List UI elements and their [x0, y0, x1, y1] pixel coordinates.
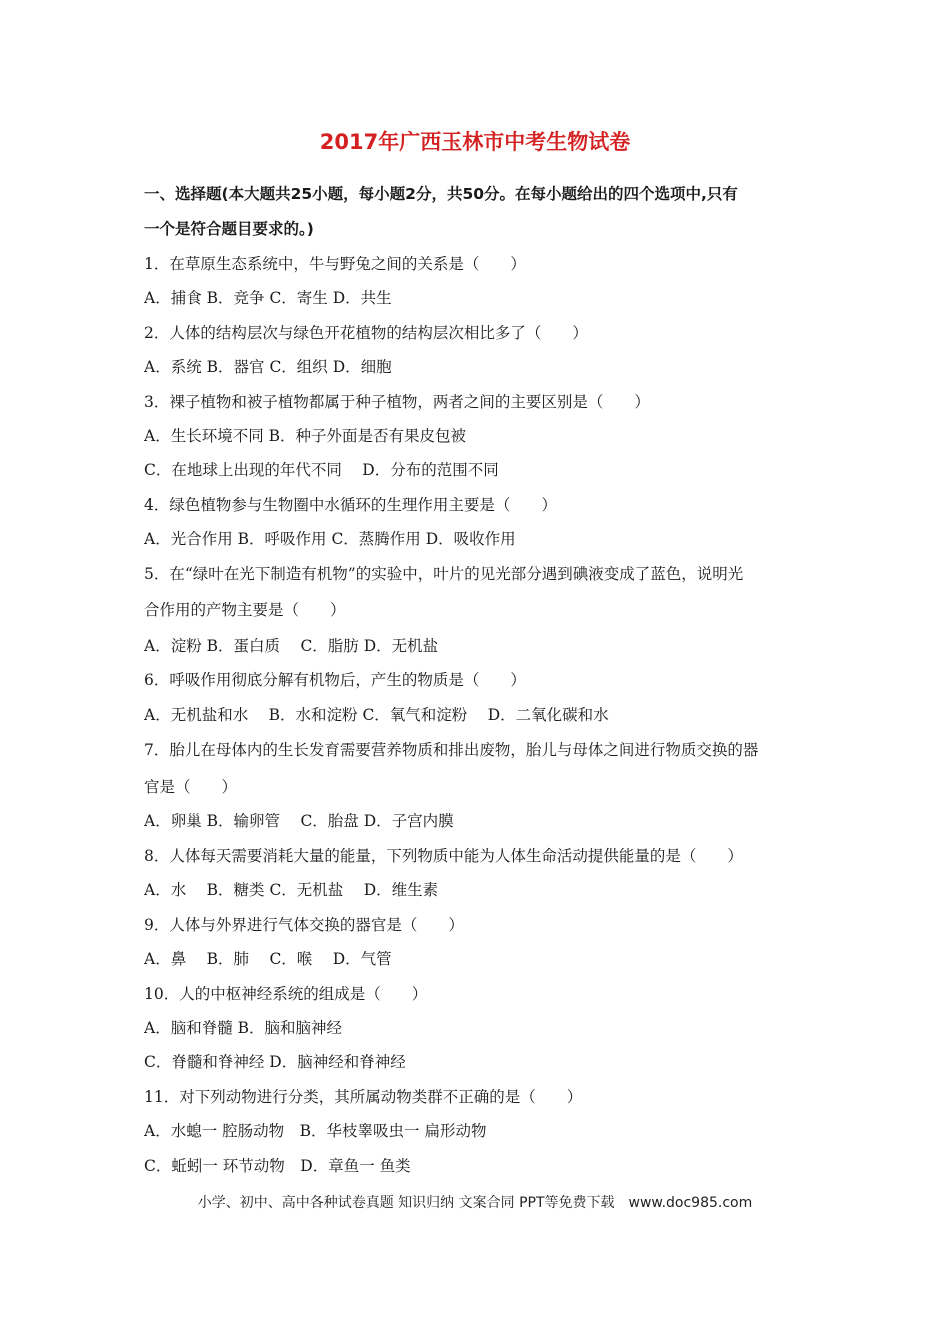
question-10-options-2: C．脊髓和脊神经 D．脑神经和脊神经: [144, 1053, 406, 1071]
question-1-options: A．捕食 B．竞争 C．寄生 D．共生: [144, 289, 392, 307]
section-heading-line-2: 一个是符合题目要求的。): [144, 220, 314, 238]
question-11-stem: 11．对下列动物进行分类，其所属动物类群不正确的是（ ）: [144, 1088, 583, 1106]
question-4-options: A．光合作用 B．呼吸作用 C．蒸腾作用 D．吸收作用: [144, 530, 516, 548]
question-6-stem: 6．呼吸作用彻底分解有机物后，产生的物质是（ ）: [144, 671, 526, 689]
question-5-options: A．淀粉 B．蛋白质 C．脂肪 D．无机盐: [144, 637, 439, 655]
question-9-options: A．鼻 B．肺 C．喉 D．气管: [144, 950, 392, 968]
question-2-options: A．系统 B．器官 C．组织 D．细胞: [144, 358, 392, 376]
question-7-stem-1: 7．胎儿在母体内的生长发育需要营养物质和排出废物，胎儿与母体之间进行物质交换的器: [144, 741, 759, 759]
question-8-options: A．水 B．糖类 C．无机盐 D．维生素: [144, 881, 439, 899]
question-1-stem: 1．在草原生态系统中，牛与野兔之间的关系是（ ）: [144, 255, 526, 273]
footer-text: 小学、初中、高中各种试卷真题 知识归纳 文案合同 PPT等免费下载 www.doc985.com: [197, 1195, 753, 1211]
question-8-stem: 8．人体每天需要消耗大量的能量，下列物质中能为人体生命活动提供能量的是（ ）: [144, 847, 743, 865]
question-3-stem: 3．裸子植物和被子植物都属于种子植物，两者之间的主要区别是（ ）: [144, 393, 650, 411]
question-10-stem: 10．人的中枢神经系统的组成是（ ）: [144, 985, 428, 1003]
question-4-stem: 4．绿色植物参与生物圈中水循环的生理作用主要是（ ）: [144, 496, 557, 514]
question-7-options: A．卵巢 B．输卵管 C．胎盘 D．子宫内膜: [144, 812, 454, 830]
question-10-options-1: A．脑和脊髓 B．脑和脑神经: [144, 1019, 343, 1037]
question-11-options-1: A．水螅一 腔肠动物 B．华枝睾吸虫一 扁形动物: [144, 1122, 487, 1140]
question-6-options: A．无机盐和水 B．水和淀粉 C．氧气和淀粉 D．二氧化碳和水: [144, 706, 609, 724]
section-heading-line-1: 一、选择题(本大题共25小题，每小题2分，共50分。在每小题给出的四个选项中,只有: [144, 185, 738, 203]
question-9-stem: 9．人体与外界进行气体交换的器官是（ ）: [144, 916, 464, 934]
question-7-stem-2: 官是（ ）: [144, 778, 238, 796]
question-11-options-2: C．蚯蚓一 环节动物 D．章鱼一 鱼类: [144, 1157, 411, 1175]
document-title: 2017年广西玉林市中考生物试卷: [319, 130, 631, 154]
question-3-options-2: C．在地球上出现的年代不同 D．分布的范围不同: [144, 461, 499, 479]
question-5-stem-1: 5．在“绿叶在光下制造有机物”的实验中，叶片的见光部分遇到碘液变成了蓝色，说明光: [144, 565, 744, 583]
question-3-options-1: A．生长环境不同 B．种子外面是否有果皮包被: [144, 427, 467, 445]
question-2-stem: 2．人体的结构层次与绿色开花植物的结构层次相比多了（ ）: [144, 324, 588, 342]
question-5-stem-2: 合作用的产物主要是（ ）: [144, 601, 346, 619]
